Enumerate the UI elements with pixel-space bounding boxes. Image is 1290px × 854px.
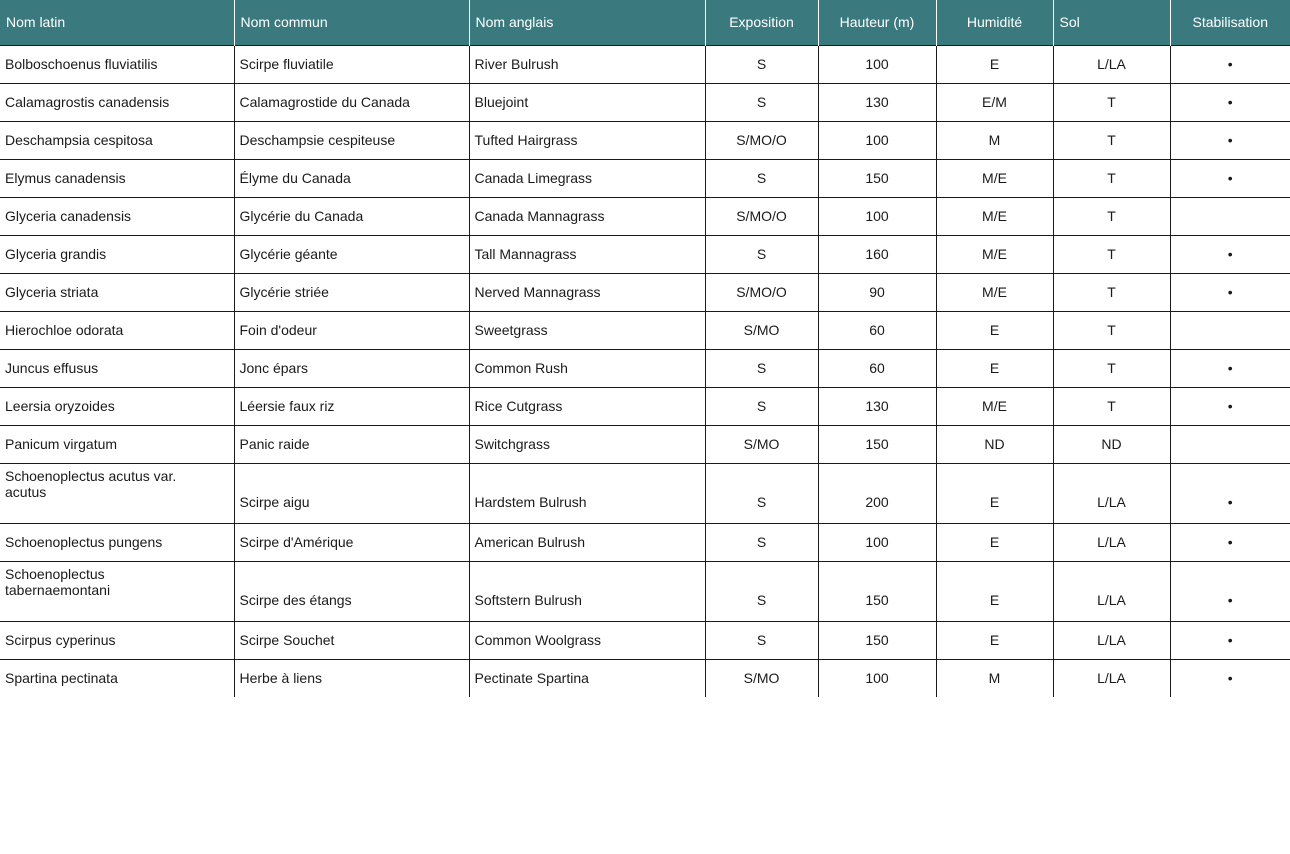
height-cell: 150 [818,561,936,621]
common-name-cell: Scirpe d'Amérique [234,523,469,561]
common-name-cell: Foin d'odeur [234,311,469,349]
height-cell: 100 [818,45,936,83]
stabilisation-cell: • [1170,273,1290,311]
humidity-cell: M/E [936,159,1053,197]
english-name-cell: Softstern Bulrush [469,561,705,621]
soil-cell: L/LA [1053,621,1170,659]
stabilisation-cell [1170,311,1290,349]
soil-cell: T [1053,159,1170,197]
soil-cell: T [1053,197,1170,235]
humidity-cell: E [936,621,1053,659]
exposure-cell: S [705,621,818,659]
soil-cell: T [1053,121,1170,159]
humidity-cell: M/E [936,235,1053,273]
table-row [0,83,1290,121]
humidity-cell: M/E [936,273,1053,311]
latin-name-cell: Spartina pectinata [0,659,234,697]
exposure-cell: S/MO [705,659,818,697]
common-name-cell: Scirpe fluviatile [234,45,469,83]
english-name-cell: Switchgrass [469,425,705,463]
common-name-cell: Calamagrostide du Canada [234,83,469,121]
table-row [0,235,1290,273]
stabilisation-cell: • [1170,463,1290,523]
header-humidity[interactable]: Humidité [936,0,1053,45]
common-name-cell: Scirpe Souchet [234,621,469,659]
header-english-name[interactable]: Nom anglais [469,0,705,45]
table-row [0,561,1290,621]
humidity-cell: ND [936,425,1053,463]
exposure-cell: S [705,83,818,121]
exposure-cell: S/MO [705,425,818,463]
table-body [0,45,1290,697]
stabilisation-cell: • [1170,659,1290,697]
english-name-cell: Common Woolgrass [469,621,705,659]
header-common-name[interactable]: Nom commun [234,0,469,45]
height-cell: 150 [818,621,936,659]
common-name-cell: Panic raide [234,425,469,463]
english-name-cell: Bluejoint [469,83,705,121]
height-cell: 60 [818,349,936,387]
latin-name-cell: Glyceria grandis [0,235,234,273]
latin-name-cell: Glyceria striata [0,273,234,311]
stabilisation-cell: • [1170,83,1290,121]
humidity-cell: M/E [936,197,1053,235]
table-header [0,0,1290,45]
humidity-cell: E [936,463,1053,523]
humidity-cell: E [936,561,1053,621]
latin-name-cell: Bolboschoenus fluviatilis [0,45,234,83]
english-name-cell: Tufted Hairgrass [469,121,705,159]
table-row [0,197,1290,235]
latin-name-cell: Scirpus cyperinus [0,621,234,659]
table-row [0,349,1290,387]
latin-name-line: tabernaemontani [5,581,111,598]
latin-name-line: acutus [5,483,47,500]
height-cell: 90 [818,273,936,311]
humidity-cell: E/M [936,83,1053,121]
soil-cell: L/LA [1053,561,1170,621]
exposure-cell: S/MO/O [705,197,818,235]
latin-name-cell: Glyceria canadensis [0,197,234,235]
exposure-cell: S [705,45,818,83]
latin-name-line: Schoenoplectus [5,565,105,582]
stabilisation-cell: • [1170,121,1290,159]
table-row [0,159,1290,197]
latin-name-cell: Panicum virgatum [0,425,234,463]
header-soil[interactable]: Sol [1053,0,1170,45]
latin-name-cell: Hierochloe odorata [0,311,234,349]
stabilisation-cell: • [1170,621,1290,659]
english-name-cell: Rice Cutgrass [469,387,705,425]
humidity-cell: E [936,311,1053,349]
stabilisation-cell: • [1170,349,1290,387]
common-name-cell: Glycérie striée [234,273,469,311]
humidity-cell: E [936,45,1053,83]
soil-cell: ND [1053,425,1170,463]
height-cell: 200 [818,463,936,523]
header-height[interactable]: Hauteur (m) [818,0,936,45]
header-stabilisation[interactable]: Stabilisation [1170,0,1290,45]
exposure-cell: S [705,159,818,197]
header-row [0,0,1290,45]
table-row [0,659,1290,697]
english-name-cell: Canada Limegrass [469,159,705,197]
exposure-cell: S [705,349,818,387]
common-name-cell: Scirpe des étangs [234,561,469,621]
humidity-cell: E [936,523,1053,561]
table-row [0,463,1290,523]
english-name-cell: Canada Mannagrass [469,197,705,235]
stabilisation-cell [1170,197,1290,235]
latin-name-cell: Schoenoplectus pungens [0,523,234,561]
soil-cell: T [1053,387,1170,425]
latin-name-cell: Juncus effusus [0,349,234,387]
height-cell: 160 [818,235,936,273]
soil-cell: T [1053,273,1170,311]
height-cell: 130 [818,387,936,425]
english-name-cell: Common Rush [469,349,705,387]
stabilisation-cell: • [1170,45,1290,83]
height-cell: 150 [818,159,936,197]
common-name-cell: Glycérie du Canada [234,197,469,235]
table-row [0,425,1290,463]
exposure-cell: S/MO/O [705,273,818,311]
english-name-cell: River Bulrush [469,45,705,83]
common-name-cell: Léersie faux riz [234,387,469,425]
soil-cell: L/LA [1053,659,1170,697]
table-row [0,45,1290,83]
soil-cell: L/LA [1053,463,1170,523]
common-name-cell: Deschampsie cespiteuse [234,121,469,159]
header-exposure[interactable]: Exposition [705,0,818,45]
height-cell: 100 [818,121,936,159]
humidity-cell: M [936,659,1053,697]
latin-name-cell: Elymus canadensis [0,159,234,197]
english-name-cell: Nerved Mannagrass [469,273,705,311]
stabilisation-cell: • [1170,387,1290,425]
stabilisation-cell: • [1170,235,1290,273]
humidity-cell: M [936,121,1053,159]
height-cell: 100 [818,197,936,235]
common-name-cell: Élyme du Canada [234,159,469,197]
humidity-cell: E [936,349,1053,387]
table-row [0,273,1290,311]
humidity-cell: M/E [936,387,1053,425]
english-name-cell: American Bulrush [469,523,705,561]
stabilisation-cell: • [1170,159,1290,197]
english-name-cell: Sweetgrass [469,311,705,349]
common-name-cell: Herbe à liens [234,659,469,697]
height-cell: 100 [818,659,936,697]
stabilisation-cell: • [1170,523,1290,561]
stabilisation-cell [1170,425,1290,463]
exposure-cell: S/MO [705,311,818,349]
english-name-cell: Pectinate Spartina [469,659,705,697]
table-row [0,523,1290,561]
exposure-cell: S [705,387,818,425]
soil-cell: L/LA [1053,45,1170,83]
table-row [0,621,1290,659]
height-cell: 150 [818,425,936,463]
exposure-cell: S [705,463,818,523]
table-row [0,387,1290,425]
english-name-cell: Hardstem Bulrush [469,463,705,523]
latin-name-cell [0,463,234,523]
english-name-cell: Tall Mannagrass [469,235,705,273]
height-cell: 60 [818,311,936,349]
exposure-cell: S/MO/O [705,121,818,159]
latin-name-cell: Leersia oryzoides [0,387,234,425]
latin-name-cell [0,561,234,621]
table-row [0,311,1290,349]
common-name-cell: Scirpe aigu [234,463,469,523]
height-cell: 130 [818,83,936,121]
soil-cell: T [1053,83,1170,121]
exposure-cell: S [705,523,818,561]
latin-name-line: Schoenoplectus acutus var. [5,467,177,484]
latin-name-cell: Calamagrostis canadensis [0,83,234,121]
soil-cell: T [1053,349,1170,387]
latin-name-cell: Deschampsia cespitosa [0,121,234,159]
common-name-cell: Glycérie géante [234,235,469,273]
header-latin-name[interactable]: Nom latin [0,0,234,45]
exposure-cell: S [705,235,818,273]
stabilisation-cell: • [1170,561,1290,621]
exposure-cell: S [705,561,818,621]
soil-cell: T [1053,311,1170,349]
soil-cell: T [1053,235,1170,273]
common-name-cell: Jonc épars [234,349,469,387]
soil-cell: L/LA [1053,523,1170,561]
table-row [0,121,1290,159]
height-cell: 100 [818,523,936,561]
